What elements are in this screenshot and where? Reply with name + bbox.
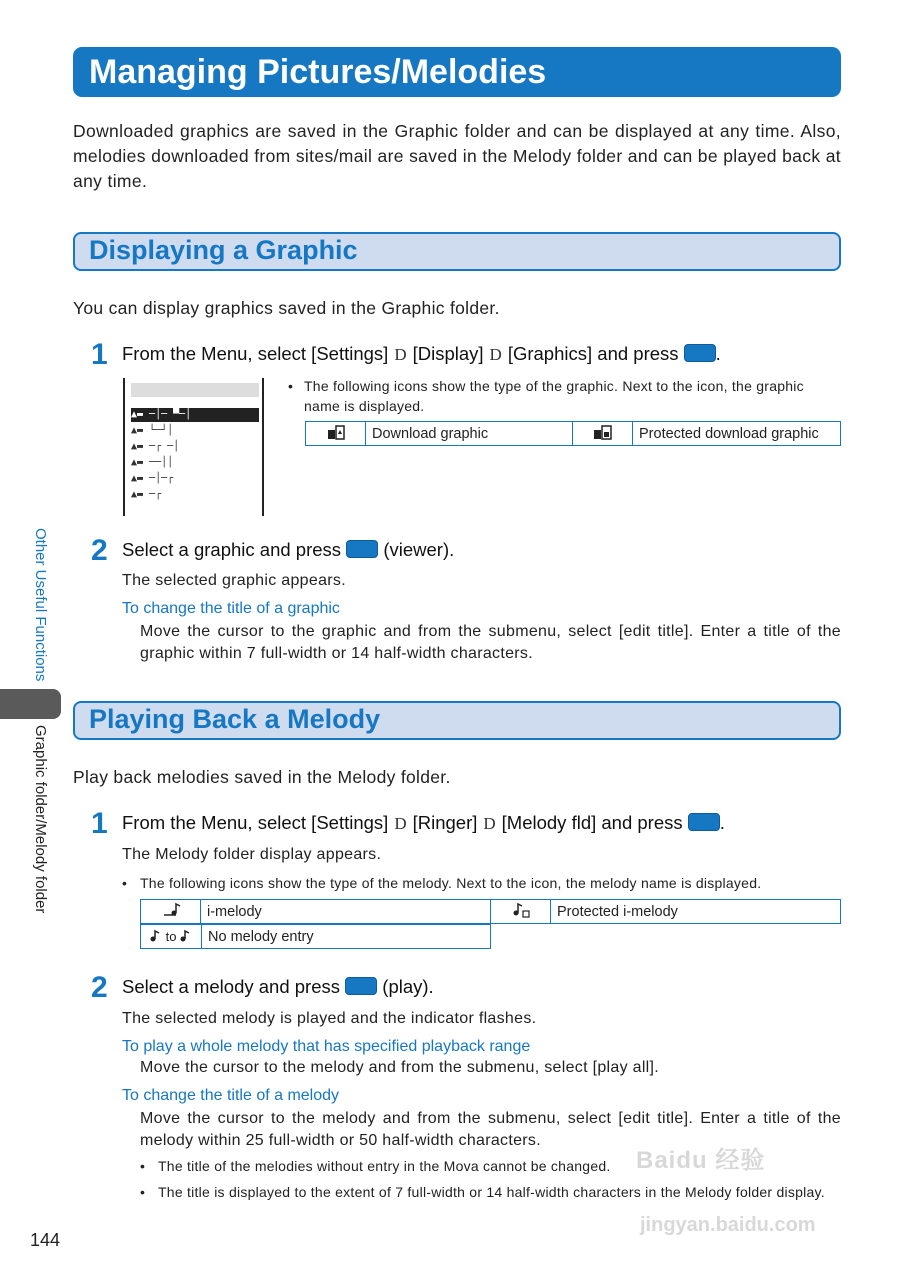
screen-row: ▲▬ ─┌ ─│	[131, 441, 180, 452]
section-title-graphic: Displaying a Graphic	[73, 232, 841, 271]
screen-row: ▲▬ ──││	[131, 457, 174, 468]
center-key-icon	[346, 540, 378, 558]
intro-paragraph: Downloaded graphics are saved in the Graphic folder and can be displayed at any time. Also, melodies downloaded from sites/mail are saved in the Melody folder and can be played back at any time.	[73, 121, 841, 191]
graphic-change-title-desc: Move the cursor to the graphic and from the submenu, select [edit title]. Enter a title of the graphic within 7 full-width or 14 half-width characters.	[140, 623, 841, 662]
watermark-url: jingyan.baidu.com	[640, 1214, 816, 1236]
melody-step1-text: From the Menu, select [Settings] D [Ringer] D [Melody fld] and press .	[122, 812, 725, 833]
side-tab-marker	[0, 689, 61, 719]
graphic-bullet: • The following icons show the type of the graphic. Next to the icon, the graphic name is displayed.	[288, 378, 804, 414]
melody-step2-text: Select a melody and press (play).	[122, 976, 434, 997]
melody-play-all-heading: To play a whole melody that has specified playback range	[122, 1038, 531, 1055]
graphic-lead: You can display graphics saved in the Graphic folder.	[73, 298, 500, 318]
melody-icon-table	[140, 899, 841, 924]
graphic-step1-text: From the Menu, select [Settings] D [Display] D [Graphics] and press .	[122, 343, 721, 364]
download-graphic-label: Download graphic	[366, 422, 573, 446]
screen-row-selected: ▲▬ ─│─ ▀─│	[131, 408, 259, 422]
center-key-icon	[345, 977, 377, 995]
step-number: 1	[91, 807, 108, 840]
step-number: 1	[91, 338, 108, 371]
screen-row: ▲▬ ─┌	[131, 489, 162, 500]
melody-play-all-desc: Move the cursor to the melody and from the submenu, select [play all].	[140, 1059, 660, 1076]
protected-download-graphic-icon	[573, 422, 633, 446]
melody-lead: Play back melodies saved in the Melody folder.	[73, 767, 451, 787]
melody-step2-desc: The selected melody is played and the indicator flashes.	[122, 1010, 537, 1027]
graphic-step2-text: Select a graphic and press (viewer).	[122, 539, 455, 560]
graphic-change-title-heading: To change the title of a graphic	[122, 600, 340, 617]
melody-entry-icon: to	[141, 925, 202, 949]
screen-header	[131, 383, 259, 397]
download-graphic-icon	[306, 422, 366, 446]
melody-change-title-desc: Move the cursor to the melody and from the submenu, select [edit title]. Enter a title of the melody within 25 full-width or 50 half-width characters.	[140, 1110, 841, 1149]
melody-change-title-heading: To change the title of a melody	[122, 1087, 340, 1104]
page-number: 144	[30, 1230, 61, 1250]
protected-download-graphic-label: Protected download graphic	[633, 422, 841, 446]
protected-i-melody-label: Protected i-melody	[551, 900, 841, 924]
center-key-icon	[688, 813, 720, 831]
graphic-step2-desc: The selected graphic appears.	[122, 572, 346, 589]
side-section-label: Other Useful Functions	[32, 528, 49, 682]
protected-i-melody-icon	[491, 900, 551, 924]
side-topic-label: Graphic folder/Melody folder	[32, 725, 49, 914]
graphic-icon-table	[305, 421, 841, 446]
screen-row: ▲▬ ─│─┌	[131, 473, 174, 484]
i-melody-icon	[141, 900, 201, 924]
melody-icon-table-row2	[140, 924, 491, 949]
melody-step1-desc: The Melody folder display appears.	[122, 846, 382, 863]
melody-bullet: • The following icons show the type of the melody. Next to the icon, the melody name is displayed.	[122, 875, 762, 891]
melody-note-bullet: • The title of the melodies without entry in the Mova cannot be changed.	[140, 1158, 611, 1174]
graphic-folder-screenshot	[123, 378, 264, 516]
section-title-melody: Playing Back a Melody	[73, 701, 841, 740]
center-key-icon	[684, 344, 716, 362]
watermark-logo: Baidu 经验	[636, 1147, 766, 1174]
no-melody-entry-label: No melody entry	[202, 925, 491, 949]
melody-note-bullet: • The title is displayed to the extent of 7 full-width or 14 half-width characters in the Melody folder display.	[140, 1184, 825, 1200]
screen-row: ▲▬ └─┘│	[131, 425, 174, 436]
i-melody-label: i-melody	[201, 900, 491, 924]
step-number: 2	[91, 534, 108, 567]
page-title: Managing Pictures/Melodies	[73, 47, 841, 97]
step-number: 2	[91, 971, 108, 1004]
